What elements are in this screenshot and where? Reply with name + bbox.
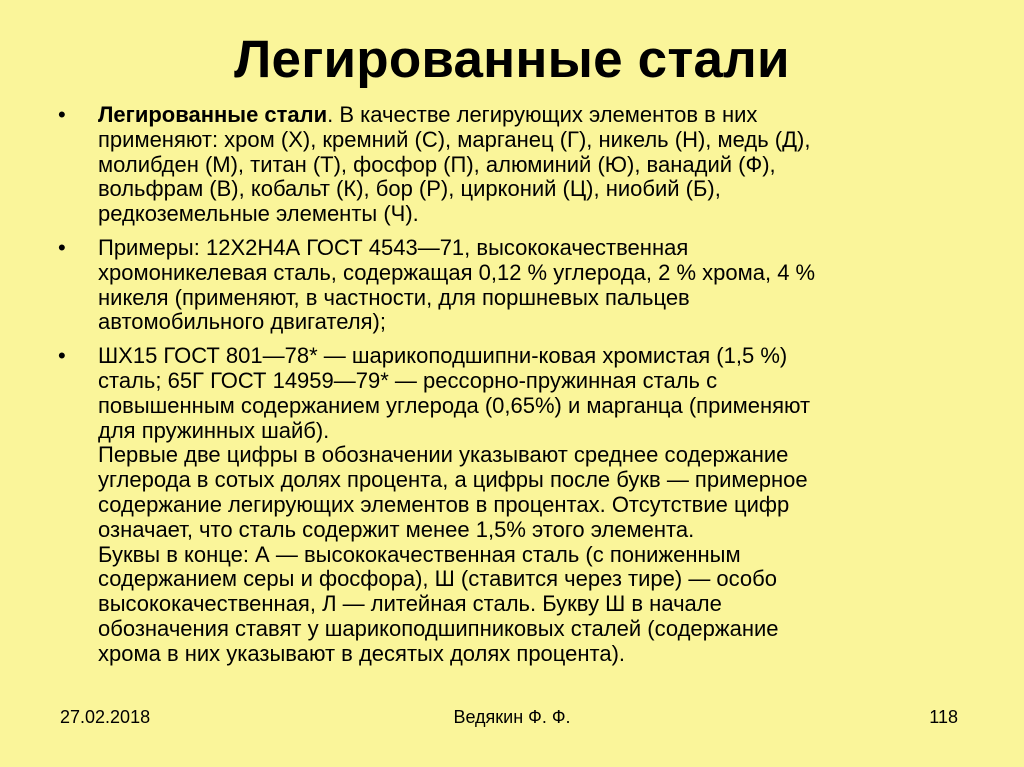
bullet-item-alloy-definition: [58, 103, 958, 227]
bullet-line: сталь; 65Г ГОСТ 14959—79* — рессорно-пружинная сталь с: [98, 367, 718, 393]
bullet-item-examples: [58, 236, 958, 335]
bullet-marker: •: [58, 102, 66, 127]
bullet-line: хрома в них указывают в десятых долях процента).: [98, 640, 626, 666]
bullet-line: [98, 103, 958, 128]
bullet-text: [98, 344, 958, 666]
bullet-line: углерода в сотых долях процента, а цифры после букв — примерное: [98, 467, 808, 493]
bullet-list: [58, 103, 958, 676]
bullet-line: никеля (применяют, в частности, для поршневых пальцев: [98, 284, 690, 310]
bullet-line: автомобильного двигателя);: [98, 309, 386, 335]
bullet-line: для пружинных шайб).: [98, 417, 330, 443]
bullet-line: содержанием серы и фосфора), Ш (ставится через тире) — особо: [98, 566, 777, 592]
bullet-line: Буквы в конце: А — высококачественная сталь (с пониженным: [98, 541, 741, 567]
bullet-item-designations: [58, 344, 958, 666]
bullet-line: высококачественная, Л — литейная сталь. Букву Ш в начале: [98, 591, 722, 617]
bullet-lead-term: Легированные стали: [98, 102, 328, 127]
bullet-lead-tail: . В качестве легирующих элементов в них: [327, 102, 758, 127]
bullet-line: Примеры: 12Х2Н4А ГОСТ 4543—71, высококачественная: [98, 234, 689, 260]
bullet-line: применяют: хром (Х), кремний (С), марганец (Г), никель (Н), медь (Д),: [98, 126, 811, 152]
bullet-line: означает, что сталь содержит менее 1,5% этого элемента.: [98, 516, 695, 542]
bullet-line: содержание легирующих элементов в процентах. Отсутствие цифр: [98, 491, 790, 517]
bullet-line: вольфрам (В), кобальт (К), бор (Р), цирконий (Ц), ниобий (Б),: [98, 176, 721, 202]
bullet-line: молибден (М), титан (Т), фосфор (П), алюминий (Ю), ванадий (Ф),: [98, 151, 776, 177]
bullet-marker: •: [58, 234, 66, 260]
bullet-line: повышенным содержанием углерода (0,65%) и марганца (применяют: [98, 392, 811, 418]
footer-page-number: 118: [929, 707, 958, 727]
bullet-text: [98, 103, 958, 227]
footer-author: Ведякин Ф. Ф.: [453, 707, 571, 727]
bullet-text: [98, 236, 958, 335]
bullet-line: хромоникелевая сталь, содержащая 0,12 % углерода, 2 % хрома, 4 %: [98, 259, 816, 285]
slide-title: Легированные стали: [234, 30, 790, 89]
bullet-line: редкоземельные элементы (Ч).: [98, 201, 419, 227]
bullet-line: обозначения ставят у шарикоподшипниковых сталей (содержание: [98, 615, 779, 641]
bullet-line: Первые две цифры в обозначении указывают среднее содержание: [98, 442, 789, 468]
bullet-line: ШХ15 ГОСТ 801—78* — шарикоподшипни-ковая хромистая (1,5 %): [98, 343, 788, 369]
footer-date: 27.02.2018: [60, 707, 151, 727]
bullet-marker: •: [58, 343, 66, 369]
